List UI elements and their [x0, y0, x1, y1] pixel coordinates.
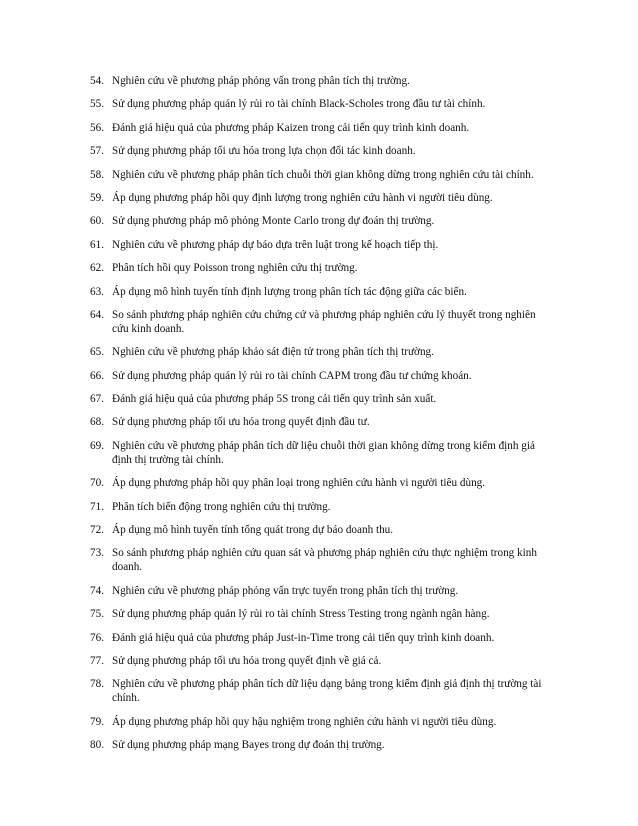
list-item	[90, 677, 560, 705]
list-item-number: 54.	[90, 75, 104, 87]
list-item-text: Sử dụng phương pháp quản lý rủi ro tài chính Stress Testing trong ngành ngân hàng.	[112, 608, 490, 621]
list-item	[90, 238, 560, 252]
list-item	[90, 476, 560, 490]
list-item	[90, 439, 560, 467]
list-item-text: Sử dụng phương pháp tối ưu hóa trong lựa chọn đối tác kinh doanh.	[112, 145, 416, 158]
list-item-number: 59.	[90, 191, 104, 204]
list-item-text: Sử dụng phương pháp mô phỏng Monte Carlo trong dự đoán thị trường.	[112, 215, 435, 228]
list-item	[90, 500, 560, 514]
list-item-text: Phân tích biến động trong nghiên cứu thị trường.	[112, 500, 331, 513]
list-item-text: Áp dụng phương pháp hồi quy định lượng trong nghiên cứu hành vi người tiêu dùng.	[112, 191, 493, 204]
list-item-number: 63.	[90, 285, 104, 298]
list-item-number: 62.	[90, 262, 104, 275]
list-item-number: 75.	[90, 608, 104, 621]
topic-list	[90, 74, 560, 762]
list-item	[90, 415, 560, 429]
list-item	[90, 369, 560, 383]
list-item-number: 70.	[90, 477, 104, 490]
list-item-number: 79.	[90, 715, 104, 728]
list-item	[90, 308, 560, 336]
list-item-text: Sử dụng phương pháp tối ưu hóa trong quyết định về giá cả.	[112, 654, 382, 667]
list-item-number: 60.	[90, 215, 104, 228]
list-item	[90, 144, 560, 158]
list-item-text: Áp dụng phương pháp hồi quy phân loại trong nghiên cứu hành vi người tiêu dùng.	[112, 477, 486, 490]
list-item-text: Áp dụng mô hình tuyến tính định lượng trong phân tích tác động giữa các biến.	[112, 285, 467, 298]
list-item-number: 68.	[90, 416, 104, 429]
list-item-number: 78.	[90, 678, 104, 691]
list-item-text: Sử dụng phương pháp tối ưu hóa trong quyết định đầu tư.	[112, 416, 370, 429]
list-item-number: 65.	[90, 346, 104, 359]
list-item	[90, 584, 560, 598]
list-item-text: Đánh giá hiệu quả của phương pháp Just-in-Time trong cải tiến quy trình kinh doanh.	[112, 631, 495, 644]
list-item-number: 72.	[90, 524, 104, 537]
list-item	[90, 738, 560, 752]
list-item-number: 55.	[90, 98, 104, 111]
list-item-number: 73.	[90, 547, 104, 560]
list-item	[90, 214, 560, 228]
list-item-text: Sử dụng phương pháp quản lý rủi ro tài chính CAPM trong đầu tư chứng khoán.	[112, 369, 472, 382]
list-item-number: 57.	[90, 145, 104, 158]
list-item	[90, 285, 560, 299]
list-item-text: Nghiên cứu về phương pháp khảo sát điện tử trong phân tích thị trường.	[112, 346, 434, 359]
list-item-text: Đánh giá hiệu quả của phương pháp Kaizen trong cải tiến quy trình kinh doanh.	[112, 121, 470, 134]
list-item-text: Sử dụng phương pháp mạng Bayes trong dự đoán thị trường.	[112, 739, 385, 752]
list-item-number: 71.	[90, 500, 104, 513]
list-item-number: 74.	[90, 584, 104, 597]
list-item-text: Đánh giá hiệu quả của phương pháp 5S trong cải tiến quy trình sản xuất.	[112, 393, 437, 406]
list-item	[90, 654, 560, 668]
list-item-number: 58.	[90, 168, 104, 181]
list-item-text: So sánh phương pháp nghiên cứu quan sát và phương pháp nghiên cứu thực nghiệm trong kinh doanh.	[112, 547, 537, 574]
list-item-text: Nghiên cứu về phương pháp phân tích dữ liệu chuỗi thời gian không dừng trong kiểm định giả định thị trường tài chính.	[112, 439, 535, 466]
list-item	[90, 345, 560, 359]
list-item-text: Nghiên cứu về phương pháp dự báo dựa trên luật trong kế hoạch tiếp thị.	[112, 238, 439, 251]
list-item-text: Nghiên cứu về phương pháp phỏng vấn trực tuyến trong phân tích thị trường.	[112, 584, 459, 597]
list-item	[90, 261, 560, 275]
list-item-number: 66.	[90, 369, 104, 382]
list-item-number: 56.	[90, 121, 104, 134]
list-item-number: 69.	[90, 439, 104, 452]
list-item-text: Nghiên cứu về phương pháp phỏng vấn trong phân tích thị trường.	[112, 75, 410, 87]
list-item	[90, 74, 560, 88]
list-item-text: Áp dụng mô hình tuyến tính tổng quát trong dự báo doanh thu.	[112, 524, 394, 537]
list-item	[90, 523, 560, 537]
list-item	[90, 191, 560, 205]
list-item-number: 64.	[90, 308, 104, 321]
list-item	[90, 607, 560, 621]
list-item-number: 77.	[90, 654, 104, 667]
list-item	[90, 546, 560, 574]
list-item	[90, 121, 560, 135]
list-item-number: 80.	[90, 739, 104, 752]
list-item	[90, 715, 560, 729]
list-item-number: 61.	[90, 238, 104, 251]
list-item	[90, 631, 560, 645]
list-item-number: 67.	[90, 393, 104, 406]
list-item-text: Nghiên cứu về phương pháp phân tích dữ liệu dạng bảng trong kiểm định giả định thị trường tài chính.	[112, 678, 542, 705]
list-item	[90, 168, 560, 182]
list-item-text: Phân tích hồi quy Poisson trong nghiên cứu thị trường.	[112, 262, 358, 275]
list-item	[90, 392, 560, 406]
list-item-number: 76.	[90, 631, 104, 644]
list-item-text: Nghiên cứu về phương pháp phân tích chuỗi thời gian không dừng trong nghiên cứu tài chính.	[112, 168, 534, 181]
list-item-text: So sánh phương pháp nghiên cứu chứng cứ và phương pháp nghiên cứu lý thuyết trong nghiên cứu kinh doanh.	[112, 308, 536, 335]
list-item	[90, 97, 560, 111]
list-item-text: Sử dụng phương pháp quản lý rủi ro tài chính Black-Scholes trong đầu tư tài chính.	[112, 98, 486, 111]
list-item-text: Áp dụng phương pháp hồi quy hậu nghiệm trong nghiên cứu hành vi người tiêu dùng.	[112, 715, 497, 728]
